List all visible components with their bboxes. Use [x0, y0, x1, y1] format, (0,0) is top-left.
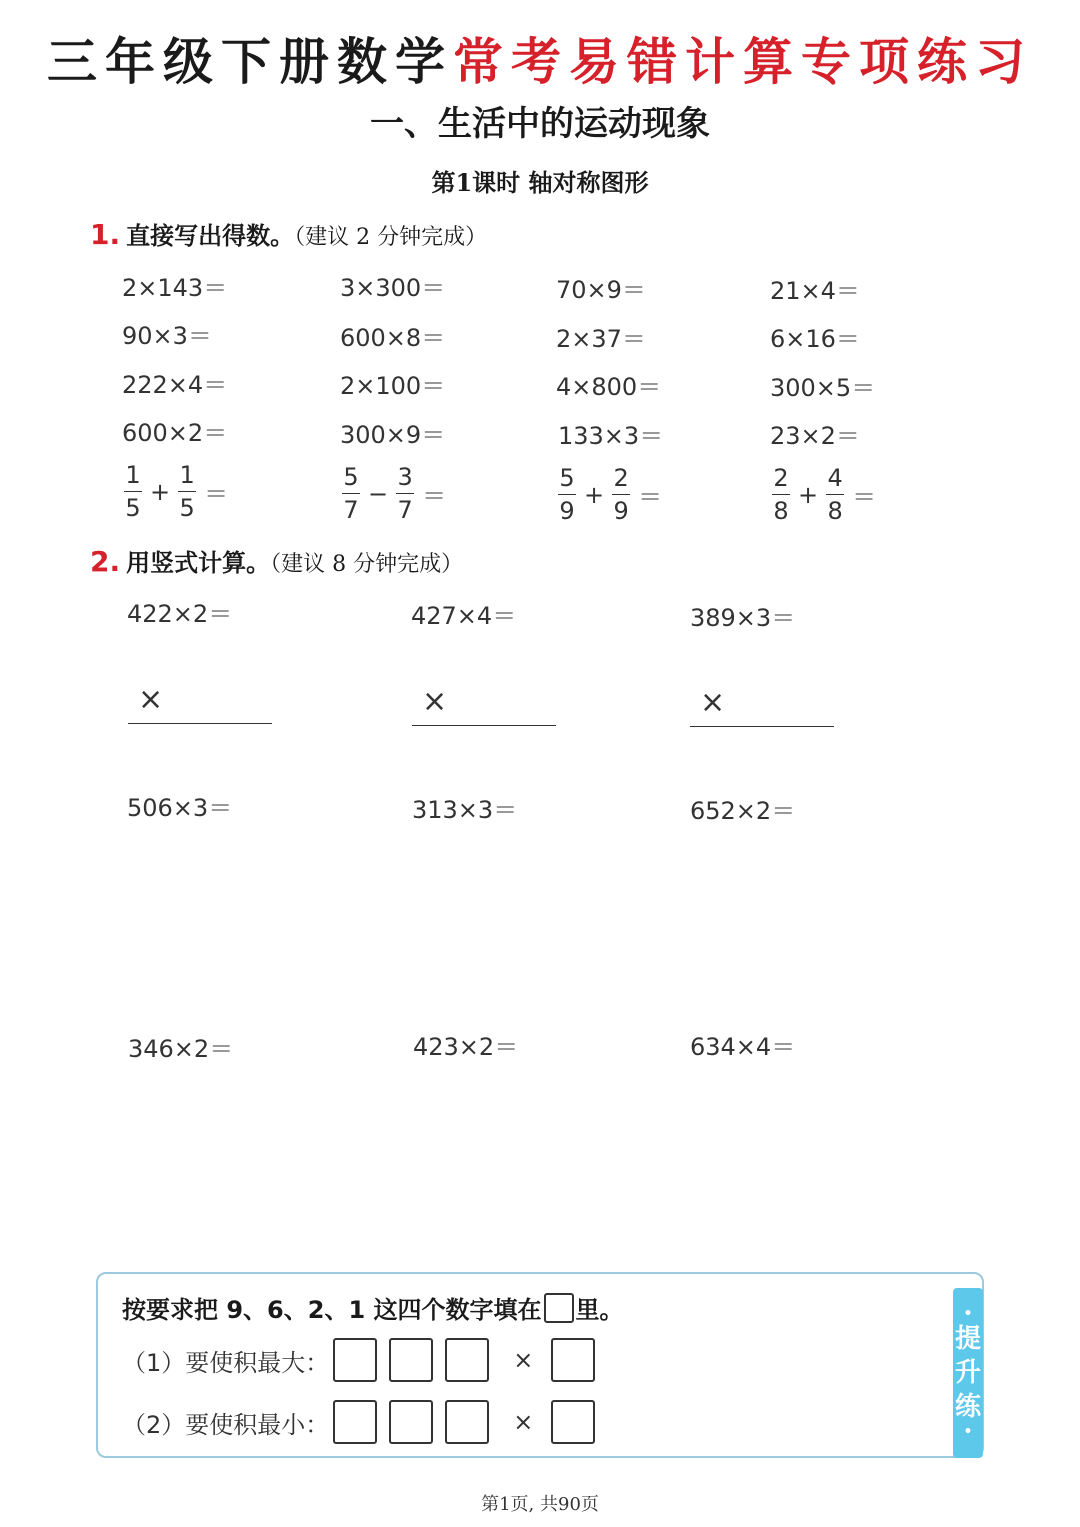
tab-char-1: 提 — [954, 1324, 981, 1354]
q2-item-1-1: 422×2＝ — [127, 600, 233, 628]
question-2-heading — [90, 543, 463, 578]
denominator: 7 — [343, 496, 359, 524]
tab-dot-top: • — [963, 1306, 973, 1322]
q2-item-1-2: 427×4＝ — [411, 602, 517, 630]
tab-dot-bottom: • — [963, 1424, 973, 1440]
vertical-calc-template-2 — [412, 686, 556, 726]
denominator: 5 — [179, 494, 195, 522]
numerator: 3 — [397, 463, 413, 491]
answer-box[interactable] — [445, 1338, 489, 1382]
q1-fraction-3 — [556, 465, 668, 524]
question-1-prompt: 直接写出得数。 — [126, 222, 295, 250]
q1-item-1-4: 21×4＝ — [770, 277, 860, 305]
equals-sign: ＝ — [638, 483, 663, 511]
equals-sign: ＝ — [422, 482, 447, 510]
question-1-heading — [90, 216, 487, 251]
q1-item-4-2: 300×9＝ — [340, 421, 446, 449]
multiply-sign: × — [513, 1346, 534, 1374]
denominator: 5 — [125, 494, 141, 522]
challenge-item-1 — [122, 1338, 595, 1382]
q1-item-3-4: 300×5＝ — [770, 374, 876, 402]
numerator: 2 — [773, 464, 789, 492]
q2-item-2-1: 506×3＝ — [127, 794, 233, 822]
answer-box[interactable] — [445, 1400, 489, 1444]
multiply-sign: × — [700, 685, 726, 720]
q1-item-2-4: 6×16＝ — [770, 325, 860, 353]
challenge-instruction — [122, 1290, 624, 1325]
denominator: 9 — [613, 497, 629, 525]
instruction-text-pre: 按要求把 9、6、2、1 这四个数字填在 — [122, 1296, 542, 1324]
vertical-calc-template-1 — [128, 684, 272, 724]
q2-item-2-3: 652×2＝ — [690, 797, 796, 825]
answer-box[interactable] — [389, 1338, 433, 1382]
q2-item-2-2: 313×3＝ — [412, 796, 518, 824]
multiply-sign: × — [422, 684, 448, 719]
answer-box[interactable] — [389, 1400, 433, 1444]
item-1-label: （1）要使积最大： — [122, 1348, 330, 1377]
title-black-part: 三年级下册数学 — [47, 32, 453, 91]
denominator: 8 — [827, 497, 843, 525]
q2-item-3-3: 634×4＝ — [690, 1033, 796, 1061]
numerator: 1 — [125, 461, 141, 489]
instruction-text-post: 里。 — [575, 1296, 624, 1324]
challenge-tab — [953, 1288, 983, 1458]
denominator: 7 — [397, 496, 413, 524]
q1-fraction-4 — [770, 465, 882, 524]
operator: + — [584, 480, 605, 509]
operator: − — [368, 479, 389, 508]
q1-item-3-1: 222×4＝ — [122, 371, 228, 399]
answer-box[interactable] — [333, 1400, 377, 1444]
q1-item-3-2: 2×100＝ — [340, 372, 446, 400]
numerator: 4 — [827, 464, 843, 492]
question-2-prompt: 用竖式计算。 — [126, 549, 271, 577]
q2-item-3-2: 423×2＝ — [413, 1033, 519, 1061]
operator: + — [150, 477, 171, 506]
title-red-part: 常考易错计算专项练习 — [453, 32, 1033, 91]
numerator: 1 — [179, 461, 195, 489]
q1-item-4-3: 133×3＝ — [558, 422, 664, 450]
q1-item-2-2: 600×8＝ — [340, 324, 446, 352]
q1-item-2-3: 2×37＝ — [556, 325, 646, 353]
denominator: 8 — [773, 497, 789, 525]
denominator: 9 — [559, 497, 575, 525]
q1-item-4-4: 23×2＝ — [770, 422, 860, 450]
q1-item-1-3: 70×9＝ — [556, 276, 646, 304]
item-2-label: （2）要使积最小： — [122, 1410, 330, 1439]
challenge-item-2 — [122, 1400, 595, 1444]
q2-item-3-1: 346×2＝ — [128, 1035, 234, 1063]
operator: + — [798, 480, 819, 509]
unit-title: 一、生活中的运动现象 — [370, 104, 710, 144]
vertical-calc-template-3 — [690, 687, 834, 727]
equals-sign: ＝ — [204, 480, 229, 508]
equals-sign: ＝ — [852, 483, 877, 511]
question-1-number: 1. — [90, 218, 121, 251]
numerator: 5 — [343, 463, 359, 491]
multiply-sign: × — [138, 682, 164, 717]
q1-item-3-3: 4×800＝ — [556, 373, 662, 401]
q1-item-1-1: 2×143＝ — [122, 274, 228, 302]
answer-box[interactable] — [333, 1338, 377, 1382]
question-2-hint: （建议 8 分钟完成） — [270, 552, 464, 577]
lesson-title: 第1课时 轴对称图形 — [431, 168, 649, 197]
numerator: 2 — [613, 464, 629, 492]
answer-box[interactable] — [551, 1338, 595, 1382]
question-2-number: 2. — [90, 545, 121, 578]
q1-item-1-2: 3×300＝ — [340, 274, 446, 302]
answer-box[interactable] — [551, 1400, 595, 1444]
q1-fraction-1 — [122, 462, 234, 521]
multiply-sign: × — [513, 1408, 534, 1436]
q1-item-4-1: 600×2＝ — [122, 419, 228, 447]
tab-char-2: 升 — [954, 1358, 981, 1388]
q2-item-1-3: 389×3＝ — [690, 604, 796, 632]
tab-char-3: 练 — [954, 1392, 981, 1422]
numerator: 5 — [559, 464, 575, 492]
q1-fraction-2 — [340, 464, 452, 523]
inline-box-icon — [544, 1293, 574, 1323]
question-1-hint: （建议 2 分钟完成） — [294, 225, 488, 250]
page-footer: 第1页, 共90页 — [481, 1494, 599, 1515]
page-title — [0, 22, 1080, 94]
q1-item-2-1: 90×3＝ — [122, 322, 212, 350]
